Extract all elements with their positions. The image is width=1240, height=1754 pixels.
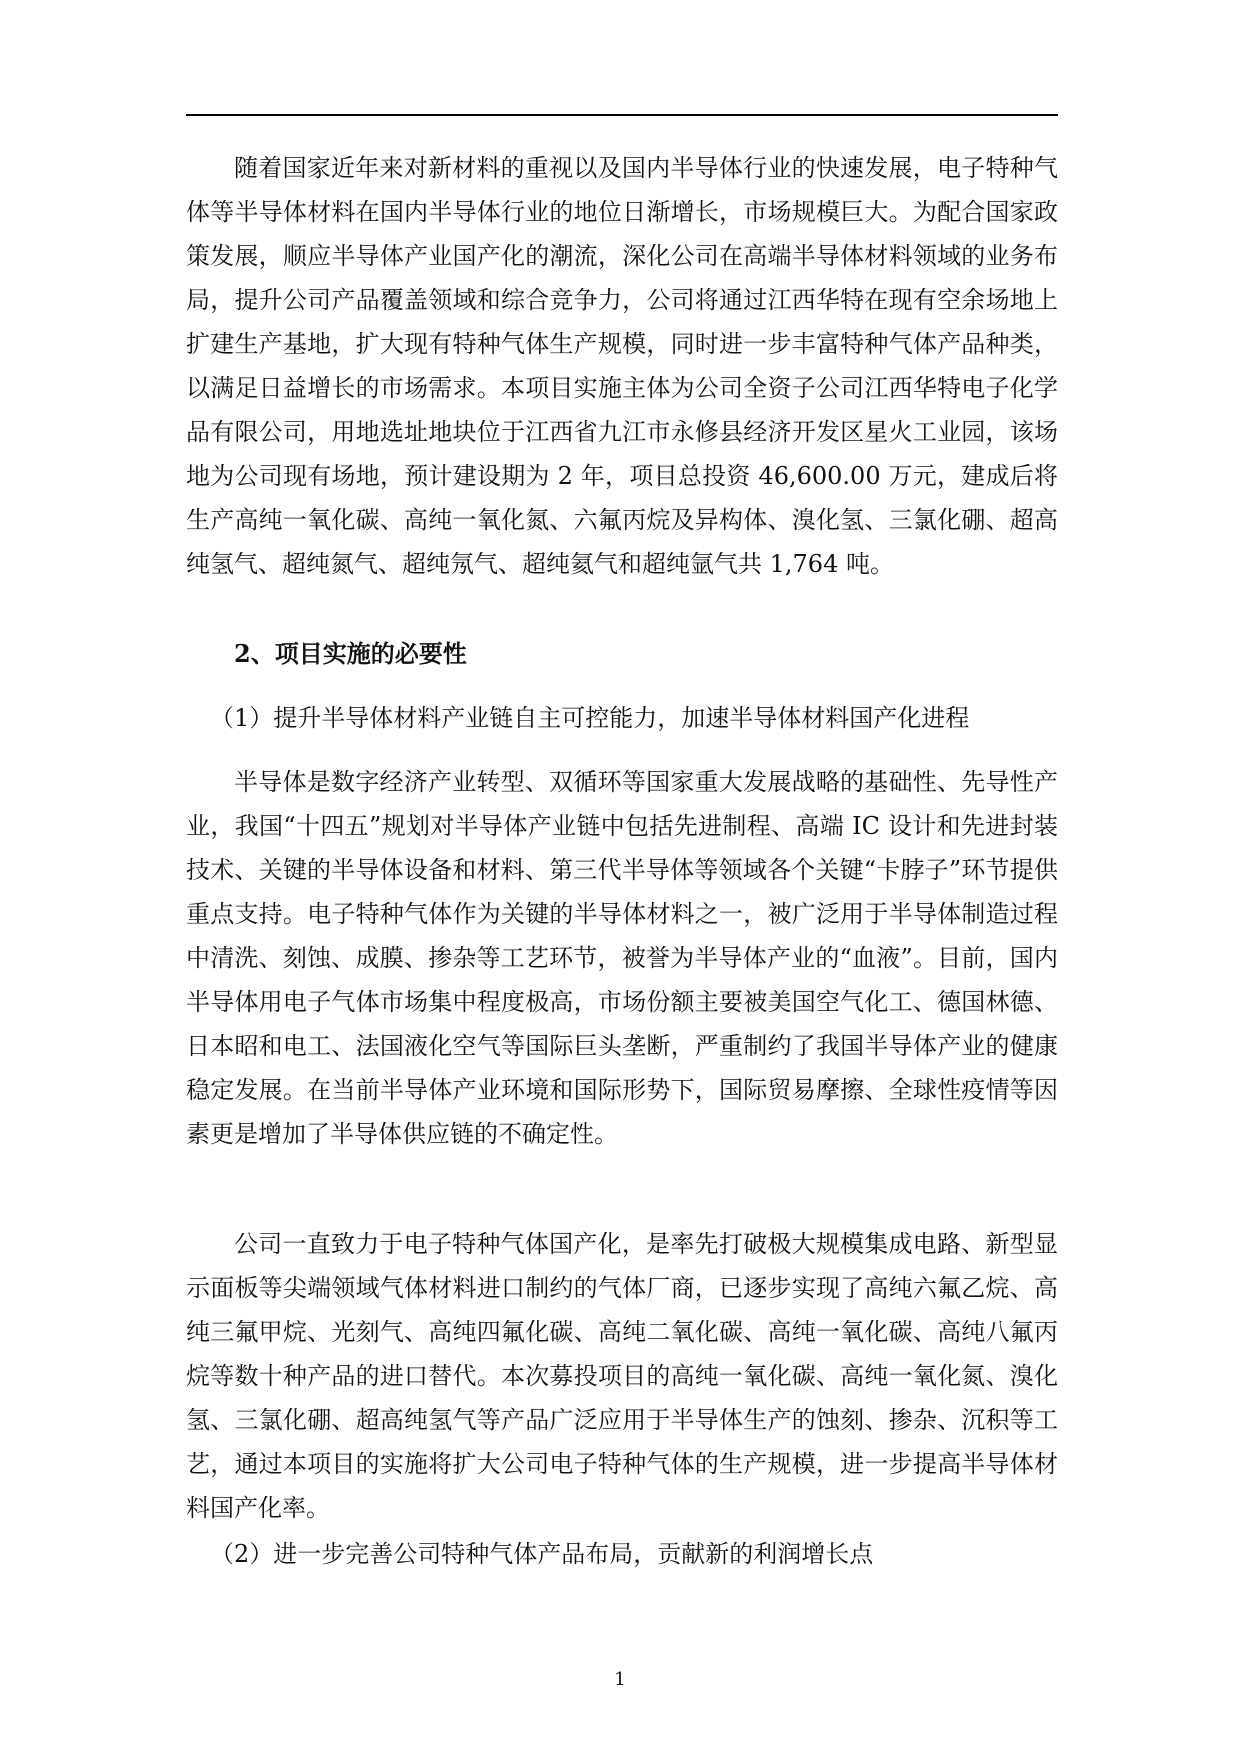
paragraph-project-overview: 随着国家近年来对新材料的重视以及国内半导体行业的快速发展，电子特种气体等半导体材料在国内半导体行业的地位日渐增长，市场规模巨大。为配合国家政策发展，顺应半导体产业国产化的潮流，深化公司在高端半导体材料领域的业务布局，提升公司产品覆盖领域和综合竞争力，公司将通过江西华特在现有空余场地上扩建生产基地，扩大现有特种气体生产规模，同时进一步丰富特种气体产品种类，以满足日益增长的市场需求。本项目实施主体为公司全资子公司江西华特电子化学品有限公司，用地选址地块位于江西省九江市永修县经济开发区星火工业园，该场地为公司现有场地，预计建设期为 2 年，项目总投资 46,600.00 万元，建成后将生产高纯一氧化碳、高纯一氧化氮、六氟丙烷及异构体、溴化氢、三氯化硼、超高纯氢气、超纯氮气、超纯氖气、超纯氦气和超纯氩气共 1,764 吨。 [186, 154, 1058, 578]
subheading-2: （2）进一步完善公司特种气体产品布局，贡献新的利润增长点 [210, 1540, 874, 1568]
paragraph-company-localization: 公司一直致力于电子特种气体国产化，是率先打破极大规模集成电路、新型显示面板等尖端领域气体材料进口制约的气体厂商，已逐步实现了高纯六氟乙烷、高纯三氟甲烷、光刻气、高纯四氟化碳、高纯二氧化碳、高纯一氧化碳、高纯八氟丙烷等数十种产品的进口替代。本次募投项目的高纯一氧化碳、高纯一氧化氮、溴化氢、三氯化硼、超高纯氢气等产品广泛应用于半导体生产的蚀刻、掺杂、沉积等工艺，通过本项目的实施将扩大公司电子特种气体的生产规模，进一步提高半导体材料国产化率。 [186, 1230, 1058, 1522]
section-heading-necessity: 2、项目实施的必要性 [234, 639, 467, 668]
header-rule [186, 114, 1058, 116]
paragraph-semiconductor-background: 半导体是数字经济产业转型、双循环等国家重大发展战略的基础性、先导性产业，我国“十四五”规划对半导体产业链中包括先进制程、高端 IC 设计和先进封装技术、关键的半导体设备和材料、第三代半导体等领域各个关键“卡脖子”环节提供重点支持。电子特种气体作为关键的半导体材料之一，被广泛用于半导体制造过程中清洗、刻蚀、成膜、掺杂等工艺环节，被誉为半导体产业的“血液”。目前，国内半导体用电子气体市场集中程度极高，市场份额主要被美国空气化工、德国林德、日本昭和电工、法国液化空气等国际巨头垄断，严重制约了我国半导体产业的健康稳定发展。在当前半导体产业环境和国际形势下，国际贸易摩擦、全球性疫情等因素更是增加了半导体供应链的不确定性。 [186, 768, 1058, 1148]
page-number: 1 [614, 1669, 626, 1690]
subheading-1: （1）提升半导体材料产业链自主可控能力，加速半导体材料国产化进程 [210, 704, 970, 732]
